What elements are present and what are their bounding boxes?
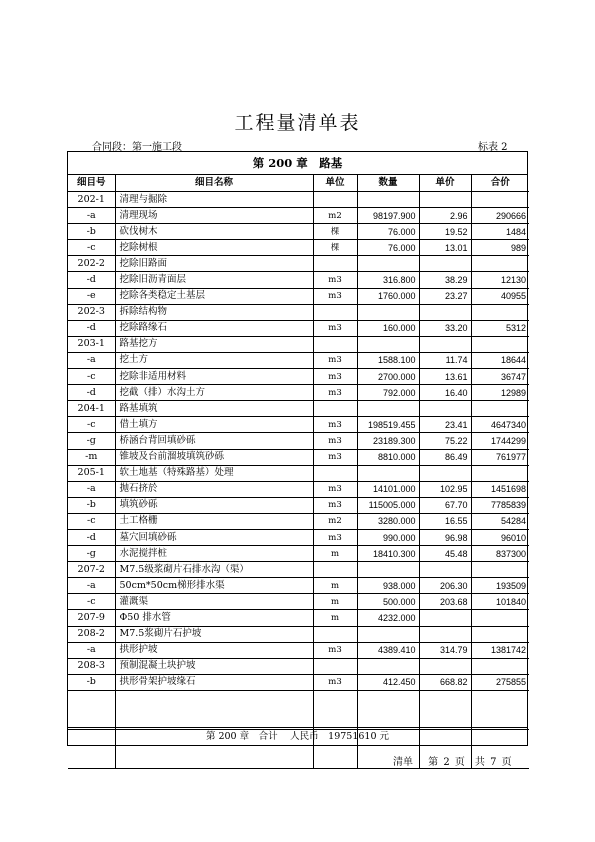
unit-cell [313,465,357,481]
amount-cell [471,304,529,320]
item-name-cell: 拱形护坡 [115,642,313,658]
item-name-cell: 挖除各类稳定土基层 [115,288,313,304]
item-code-cell: 207-2 [68,562,115,578]
header-row [68,175,529,192]
quantity-cell [357,304,419,320]
item-name-cell: 土工格栅 [115,513,313,529]
unit-cell: m3 [313,352,357,368]
amount-cell: 101840 [471,594,529,610]
amount-cell [471,658,529,674]
unit-cell: m3 [313,481,357,497]
item-name-cell: 预制混凝土块护坡 [115,658,313,674]
item-code-cell: -c [68,240,115,256]
item-code-cell: -c [68,417,115,433]
unit-cell [313,304,357,320]
quantity-cell: 500.000 [357,594,419,610]
table-row [68,562,529,578]
amount-cell: 1451698 [471,481,529,497]
unit-cell: m3 [313,497,357,513]
column-header-name: 细目名称 [115,175,313,192]
unit-price-cell: 33.20 [419,320,471,336]
amount-cell [471,626,529,642]
column-header-code: 细目号 [68,175,115,192]
unit-cell: m3 [313,288,357,304]
quantities-table [68,175,529,769]
item-code-cell: -g [68,433,115,449]
quantity-cell: 23189.300 [357,433,419,449]
quantity-cell: 198519.455 [357,417,419,433]
empty-cell [115,690,313,729]
unit-price-cell: 13.61 [419,369,471,385]
quantity-cell [357,562,419,578]
item-code-cell: 208-3 [68,658,115,674]
item-name-cell: 灌溉渠 [115,594,313,610]
item-code-cell: -c [68,513,115,529]
quantity-cell: 14101.000 [357,481,419,497]
unit-price-cell: 11.74 [419,352,471,368]
table-row [68,578,529,594]
amount-cell: 4647340 [471,417,529,433]
item-name-cell: 挖除树根 [115,240,313,256]
unit-cell: 棵 [313,224,357,240]
unit-price-cell: 23.41 [419,417,471,433]
quantity-cell: 76.000 [357,224,419,240]
unit-price-cell: 16.55 [419,513,471,529]
item-code-cell: 202-3 [68,304,115,320]
unit-cell [313,562,357,578]
item-code-cell: 202-1 [68,192,115,208]
item-code-cell: 204-1 [68,401,115,417]
table-row [68,529,529,545]
amount-cell: 989 [471,240,529,256]
unit-cell: m3 [313,417,357,433]
page-footer: 清单 第 2 页 共 7 页 [393,757,512,768]
table-row [68,385,529,401]
item-name-cell: 清理现场 [115,208,313,224]
empty-cell [357,690,419,729]
table-row [68,513,529,529]
unit-cell: m [313,610,357,626]
quantity-cell [357,192,419,208]
unit-price-cell [419,562,471,578]
item-code-cell: 202-2 [68,256,115,272]
item-code-cell: -a [68,352,115,368]
unit-cell: m3 [313,433,357,449]
item-code-cell: -c [68,594,115,610]
item-name-cell: 拱形骨架护坡缘石 [115,674,313,690]
unit-cell [313,192,357,208]
item-code-cell: -b [68,497,115,513]
unit-cell: m [313,594,357,610]
unit-cell: m3 [313,369,357,385]
unit-price-cell: 23.27 [419,288,471,304]
unit-price-cell [419,336,471,352]
amount-cell [471,256,529,272]
item-name-cell: 软土地基（特殊路基）处理 [115,465,313,481]
item-name-cell: 借土填方 [115,417,313,433]
unit-price-cell [419,465,471,481]
unit-cell: m3 [313,529,357,545]
unit-cell: m2 [313,513,357,529]
item-name-cell: 路基挖方 [115,336,313,352]
item-code-cell: -d [68,529,115,545]
quantity-cell [357,626,419,642]
amount-cell: 761977 [471,449,529,465]
amount-cell: 1381742 [471,642,529,658]
quantity-cell: 4389.410 [357,642,419,658]
item-code-cell: -a [68,578,115,594]
empty-cell [313,690,357,729]
unit-price-cell: 668.82 [419,674,471,690]
blank-row [68,690,529,729]
table-row [68,546,529,562]
empty-cell [68,690,115,729]
quantity-cell: 990.000 [357,529,419,545]
unit-price-cell: 86.49 [419,449,471,465]
item-code-cell: -g [68,546,115,562]
page-title: 工程量清单表 [234,112,361,134]
column-header-unit-price: 单价 [419,175,471,192]
amount-cell: 193509 [471,578,529,594]
item-name-cell: M7.5浆砌片石护坡 [115,626,313,642]
table-row [68,304,529,320]
item-name-cell: 拆除结构物 [115,304,313,320]
amount-cell: 290666 [471,208,529,224]
unit-price-cell [419,304,471,320]
item-code-cell: -a [68,481,115,497]
unit-price-cell [419,256,471,272]
unit-cell: m3 [313,385,357,401]
amount-cell: 54284 [471,513,529,529]
unit-price-cell: 206.30 [419,578,471,594]
table-row [68,610,529,626]
unit-cell: m3 [313,449,357,465]
unit-cell: m3 [313,320,357,336]
unit-cell [313,336,357,352]
table-row [68,288,529,304]
item-code-cell: -c [68,369,115,385]
item-code-cell: 207-9 [68,610,115,626]
item-code-cell: -b [68,224,115,240]
unit-price-cell: 67.70 [419,497,471,513]
table-row [68,369,529,385]
unit-price-cell: 45.48 [419,546,471,562]
unit-price-cell: 102.95 [419,481,471,497]
item-name-cell: 挖除路缘石 [115,320,313,336]
quantity-cell: 8810.000 [357,449,419,465]
item-name-cell: 墓穴回填砂砾 [115,529,313,545]
amount-cell: 7785839 [471,497,529,513]
item-code-cell: -a [68,642,115,658]
item-name-cell: 锥坡及台前溜坡填筑砂砾 [115,449,313,465]
item-code-cell: -b [68,674,115,690]
unit-cell [313,626,357,642]
table-row [68,433,529,449]
unit-price-cell: 13.01 [419,240,471,256]
item-name-cell: 水泥搅拌桩 [115,546,313,562]
chapter-total: 第 200 章 合计 人民币 19751610 元 [68,727,527,745]
quantity-cell: 1588.100 [357,352,419,368]
column-header-amount: 合价 [471,175,529,192]
unit-price-cell [419,192,471,208]
unit-cell [313,256,357,272]
table-row [68,417,529,433]
quantity-cell [357,658,419,674]
quantity-cell: 3280.000 [357,513,419,529]
unit-price-cell: 38.29 [419,272,471,288]
item-name-cell: 桥涵台背回填砂砾 [115,433,313,449]
contract-section-label: 合同段：第一施工段 [92,142,182,153]
unit-price-cell: 314.79 [419,642,471,658]
amount-cell: 40955 [471,288,529,304]
amount-cell [471,336,529,352]
unit-price-cell [419,658,471,674]
unit-cell: m [313,578,357,594]
table-row [68,642,529,658]
amount-cell: 1484 [471,224,529,240]
unit-price-cell: 96.98 [419,529,471,545]
unit-cell [313,401,357,417]
table-row [68,352,529,368]
amount-cell: 96010 [471,529,529,545]
quantity-cell: 2700.000 [357,369,419,385]
table-row [68,594,529,610]
amount-cell [471,192,529,208]
item-name-cell: 挖除旧路面 [115,256,313,272]
amount-cell [471,562,529,578]
item-name-cell: 挖截（排）水沟土方 [115,385,313,401]
table-row [68,272,529,288]
item-code-cell: -a [68,208,115,224]
unit-price-cell [419,626,471,642]
unit-cell: m3 [313,272,357,288]
amount-cell: 1744299 [471,433,529,449]
amount-cell: 12130 [471,272,529,288]
table-row [68,336,529,352]
item-code-cell: 208-2 [68,626,115,642]
amount-cell [471,465,529,481]
item-name-cell: Φ50 排水管 [115,610,313,626]
amount-cell: 18644 [471,352,529,368]
amount-cell [471,610,529,626]
table-row [68,401,529,417]
table-row [68,240,529,256]
item-name-cell: 挖除旧沥青面层 [115,272,313,288]
quantity-cell [357,336,419,352]
item-name-cell: 抛石挤於 [115,481,313,497]
table-row [68,481,529,497]
bill-of-quantities-frame [67,151,528,746]
item-name-cell: 清理与掘除 [115,192,313,208]
quantity-cell: 938.000 [357,578,419,594]
column-header-unit: 单位 [313,175,357,192]
unit-cell: 棵 [313,240,357,256]
amount-cell: 275855 [471,674,529,690]
column-header-quantity: 数量 [357,175,419,192]
item-name-cell: 填筑砂砾 [115,497,313,513]
table-row [68,208,529,224]
form-number-label: 标表 2 [478,142,508,153]
unit-cell: m3 [313,642,357,658]
item-name-cell: 路基填筑 [115,401,313,417]
quantity-cell [357,256,419,272]
unit-price-cell [419,610,471,626]
table-row [68,320,529,336]
item-code-cell: 203-1 [68,336,115,352]
item-code-cell: -m [68,449,115,465]
chapter-heading: 第 200 章 路基 [68,152,527,175]
unit-cell: m [313,546,357,562]
quantity-cell: 160.000 [357,320,419,336]
unit-cell: m2 [313,208,357,224]
quantity-cell: 1760.000 [357,288,419,304]
quantity-cell: 4232.000 [357,610,419,626]
quantity-cell [357,401,419,417]
unit-price-cell: 75.22 [419,433,471,449]
table-row [68,674,529,690]
amount-cell: 5312 [471,320,529,336]
table-row [68,626,529,642]
unit-price-cell: 16.40 [419,385,471,401]
table-row [68,224,529,240]
empty-cell [419,690,471,729]
item-code-cell: 205-1 [68,465,115,481]
table-row [68,465,529,481]
quantity-cell: 18410.300 [357,546,419,562]
empty-cell [471,690,529,729]
amount-cell: 36747 [471,369,529,385]
item-code-cell: -e [68,288,115,304]
item-name-cell: 砍伐树木 [115,224,313,240]
item-name-cell: 挖除非适用材料 [115,369,313,385]
unit-cell [313,658,357,674]
quantity-cell: 792.000 [357,385,419,401]
item-name-cell: 挖土方 [115,352,313,368]
item-code-cell: -d [68,320,115,336]
unit-price-cell: 2.96 [419,208,471,224]
item-code-cell: -d [68,385,115,401]
item-name-cell: M7.5级浆砌片石排水沟（渠） [115,562,313,578]
table-row [68,192,529,208]
quantity-cell [357,465,419,481]
unit-price-cell: 203.68 [419,594,471,610]
table-row [68,256,529,272]
table-row [68,449,529,465]
amount-cell: 837300 [471,546,529,562]
unit-price-cell: 19.52 [419,224,471,240]
unit-price-cell [419,401,471,417]
quantity-cell: 316.800 [357,272,419,288]
table-row [68,658,529,674]
amount-cell: 12989 [471,385,529,401]
unit-cell: m3 [313,674,357,690]
quantity-cell: 412.450 [357,674,419,690]
item-name-cell: 50cm*50cm梯形排水渠 [115,578,313,594]
item-code-cell: -d [68,272,115,288]
quantity-cell: 76.000 [357,240,419,256]
table-row [68,497,529,513]
quantity-cell: 115005.000 [357,497,419,513]
quantity-cell: 98197.900 [357,208,419,224]
amount-cell [471,401,529,417]
